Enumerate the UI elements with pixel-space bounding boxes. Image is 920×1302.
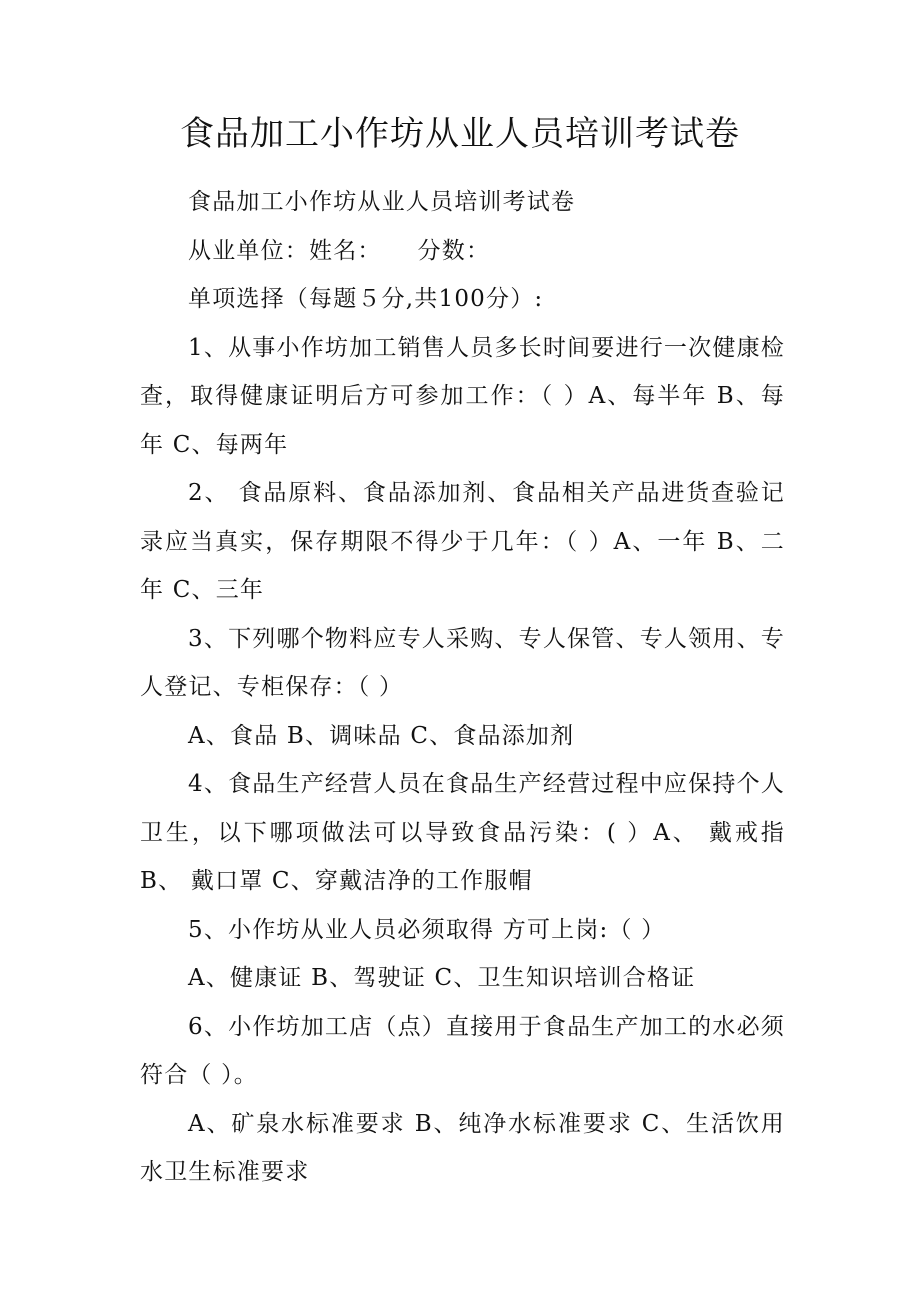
question-6-options: A、矿泉水标准要求 B、纯净水标准要求 C、生活饮用水卫生标准要求	[140, 1110, 785, 1185]
question-2: 2、 食品原料、食品添加剂、食品相关产品进货查验记录应当真实，保存期限不得少于几年：（ ）A、一年 B、二年 C、三年	[140, 480, 785, 603]
question-4: 4、食品生产经营人员在食品生产经营过程中应保持个人卫生，以下哪项做法可以导致食品污染：( ）A、 戴戒指 B、 戴口罩 C、穿戴洁净的工作服帽	[140, 771, 785, 894]
question-3-options: A、食品 B、调味品 C、食品添加剂	[188, 722, 575, 749]
question-6: 6、小作坊加工店（点）直接用于食品生产加工的水必须符合（ ）。	[140, 1013, 785, 1088]
question-3: 3、下列哪个物料应专人采购、专人保管、专人领用、专人登记、专柜保存：（ ）	[140, 625, 785, 700]
question-1: 1、从事小作坊加工销售人员多长时间要进行一次健康检查，取得健康证明后方可参加工作：（ ）A、每半年 B、每年 C、每两年	[140, 334, 785, 458]
question-5: 5、小作坊从业人员必须取得 方可上岗:（ ）	[188, 916, 666, 943]
question-5-options: A、健康证 B、驾驶证 C、卫生知识培训合格证	[188, 965, 696, 991]
subtitle: 食品加工小作坊从业人员培训考试卷	[188, 189, 576, 215]
document-title: 食品加工小作坊从业人员培训考试卷	[180, 114, 740, 154]
score-label: 分数：	[417, 237, 491, 264]
document-body	[140, 178, 785, 1197]
info-line	[140, 227, 785, 276]
name-label: 姓名：	[309, 237, 382, 264]
unit-label: 从业单位：	[188, 237, 309, 264]
section-heading: 单项选择（每题５分,共100分）:	[188, 286, 544, 312]
